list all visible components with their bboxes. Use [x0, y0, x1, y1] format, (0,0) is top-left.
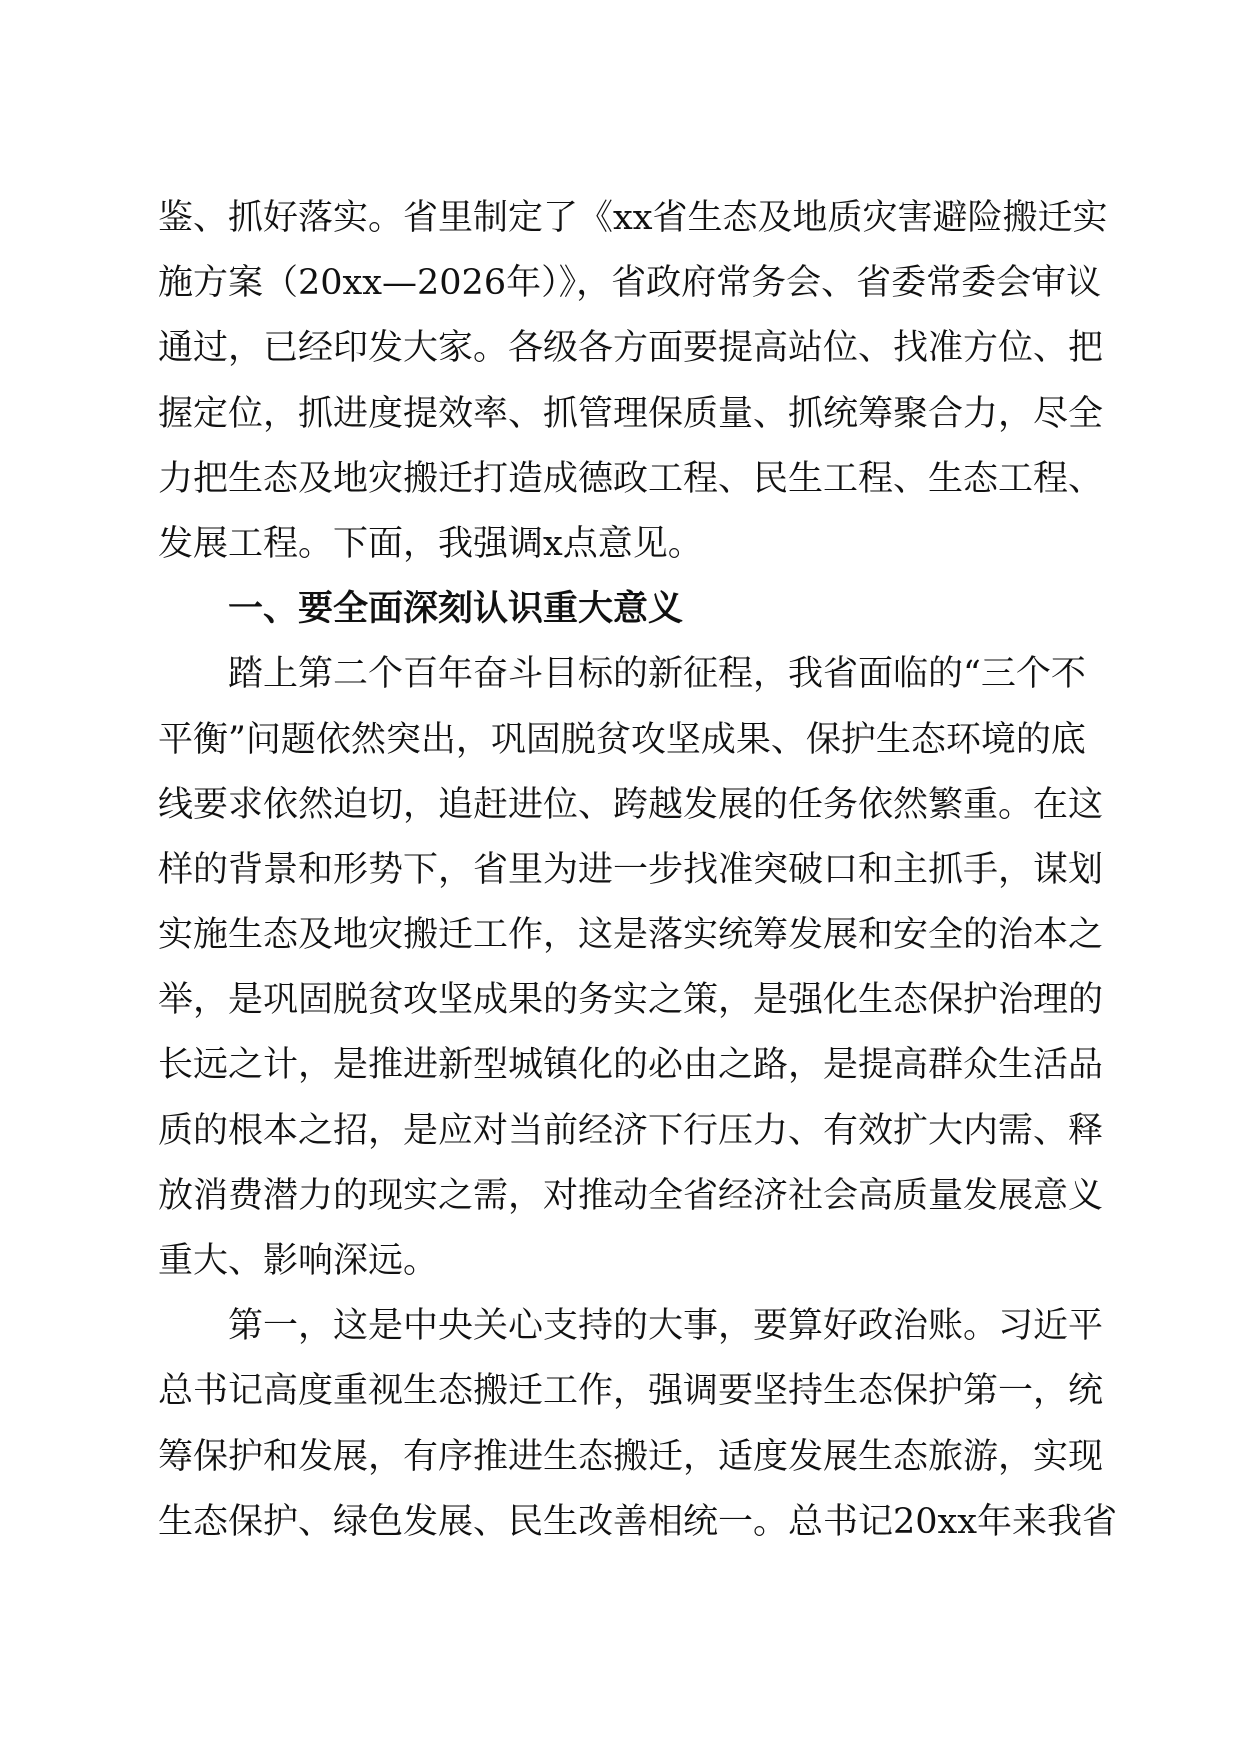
text-line: 实施生态及地灾搬迁工作，这是落实统筹发展和安全的治本之 — [158, 915, 1104, 956]
text-line: 平衡”问题依然突出，巩固脱贫攻坚成果、保护生态环境的底 — [158, 719, 1086, 760]
intro-paragraph — [158, 186, 1108, 577]
text-line: 筹保护和发展，有序推进生态搬迁，适度发展生态旅游，实现 — [158, 1436, 1104, 1477]
text-line: 线要求依然迫切，追赶进位、跨越发展的任务依然繁重。在这 — [158, 784, 1104, 825]
text-line: 放消费潜力的现实之需，对推动全省经济社会高质量发展意义 — [158, 1175, 1104, 1216]
paragraph-first-point — [158, 1294, 1118, 1555]
paragraph-significance — [158, 642, 1104, 1294]
text-line: 长远之计，是推进新型城镇化的必由之路，是提高群众生活品 — [158, 1045, 1104, 1086]
text-line: 施方案（20xx—2026年）》，省政府常务会、省委常委会审议 — [158, 263, 1102, 304]
text-line: 握定位，抓进度提效率、抓管理保质量、抓统筹聚合力，尽全 — [158, 393, 1104, 434]
text-line: 力把生态及地灾搬迁打造成德政工程、民生工程、生态工程、 — [158, 458, 1104, 499]
text-line: 踏上第二个百年奋斗目标的新征程，我省面临的“三个不 — [228, 654, 1086, 695]
text-line: 重大、影响深远。 — [158, 1241, 439, 1281]
text-line: 第一，这是中央关心支持的大事，要算好政治账。习近平 — [228, 1306, 1104, 1347]
text-line: 生态保护、绿色发展、民生改善相统一。总书记20xx年来我省 — [158, 1501, 1118, 1542]
text-line: 样的背景和形势下，省里为进一步找准突破口和主抓手，谋划 — [158, 849, 1104, 890]
text-line: 鉴、抓好落实。省里制定了《xx省生态及地质灾害避险搬迁实 — [158, 198, 1108, 238]
document-body — [158, 186, 1118, 1555]
section-heading: 一、要全面深刻认识重大意义 — [228, 589, 684, 630]
text-line: 发展工程。下面，我强调x点意见。 — [158, 523, 703, 564]
text-line: 举，是巩固脱贫攻坚成果的务实之策，是强化生态保护治理的 — [158, 980, 1104, 1021]
text-line: 总书记高度重视生态搬迁工作，强调要坚持生态保护第一，统 — [158, 1371, 1104, 1412]
text-line: 质的根本之招，是应对当前经济下行压力、有效扩大内需、释 — [158, 1110, 1104, 1151]
text-line: 通过，已经印发大家。各级各方面要提高站位、找准方位、把 — [158, 328, 1104, 369]
